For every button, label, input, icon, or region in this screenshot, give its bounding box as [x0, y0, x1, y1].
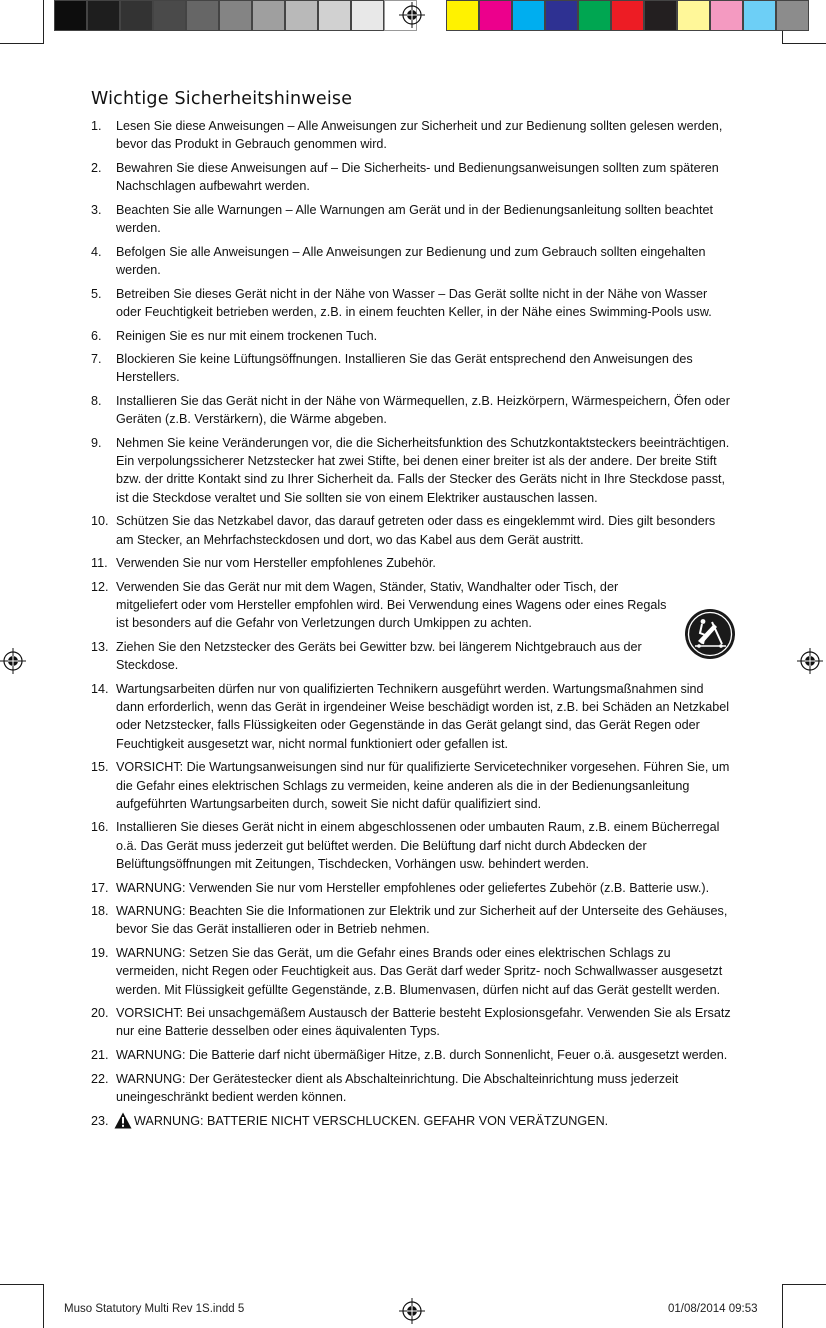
list-item-text: Nehmen Sie keine Veränderungen vor, die die Sicherheitsfunktion des Schutzkontaktsteckers beeinträchtigen. Ein verpolungssicherer Netzstecker hat zwei Stifte, bei denen einer breiter ist als der andere. Der breite Stift bzw. der dritte Kontakt sind zu Ihrer Sicherheit da. Falls der Stecker des Geräts nicht in Ihre Steckdose passt, ist die Steckdose veraltet und Sie sollten sie von einem Elektriker austauschen lassen.: [116, 436, 730, 505]
list-item: [91, 512, 733, 548]
list-item-text: Wartungsarbeiten dürfen nur von qualifizierten Technikern ausgeführt werden. Wartungsmaßnahmen sind dann erforderlich, wenn das Gerät in irgendeiner Weise beschädigt worden ist, z.B. bei Schäden an Netzkabel oder Netzstecker, falls Flüssigkeiten oder Gegenstände in das Gerät gelangt sind, das Gerät Regen oder Feuchtigkeit ausgesetzt war, nicht normal funktioniert oder gefallen ist.: [116, 681, 730, 751]
color-swatch: [479, 0, 512, 31]
list-item-number: 22.: [91, 1071, 109, 1086]
list-item: [91, 1046, 733, 1064]
list-item-number: 23.: [91, 1113, 109, 1128]
gray-swatch: [285, 0, 318, 31]
list-item-number: 1.: [91, 119, 102, 133]
list-item-number: 8.: [91, 394, 102, 409]
list-item: [91, 1004, 733, 1040]
list-item-text: Installieren Sie das Gerät nicht in der Nähe von Wärmequellen, z.B. Heizkörpern, Wärmespeichern, Öfen oder Geräten (z.B. Verstärkern), die Wärme abgeben.: [116, 394, 730, 427]
list-item-number: 18.: [91, 904, 109, 919]
list-item: [91, 434, 733, 507]
list-item-text: WARNUNG: BATTERIE NICHT VERSCHLUCKEN. GEFAHR VON VERÄTZUNGEN.: [134, 1113, 609, 1128]
gray-swatch: [153, 0, 186, 31]
warning-triangle-icon: [114, 1112, 132, 1129]
list-item-text: Betreiben Sie dieses Gerät nicht in der Nähe von Wasser – Das Gerät sollte nicht in der Nähe von Wasser oder Feuchtigkeit betrieben werden, z.B. in einem feuchten Keller, in der Nähe eines Swimming-Pools usw.: [116, 286, 712, 319]
crop-mark: [43, 0, 44, 44]
color-swatch: [512, 0, 545, 31]
list-item-text: VORSICHT: Bei unsachgemäßem Austausch der Batterie besteht Explosionsgefahr. Verwenden Sie als Ersatz nur eine Batterie desselben oder eines äquivalenten Typs.: [116, 1006, 731, 1039]
gray-swatch: [351, 0, 384, 31]
list-item-text: Verwenden Sie das Gerät nur mit dem Wagen, Ständer, Stativ, Wandhalter oder Tisch, der mitgeliefert oder vom Hersteller empfohlen wird. Bei Verwendung eines Wagens oder eines Regals ist besonders auf die Gefahr von Verletzungen durch Umkippen zu achten.: [116, 579, 667, 631]
safety-instructions-list: [91, 117, 733, 1135]
list-item-number: 12.: [91, 579, 109, 594]
list-item-number: 6.: [91, 328, 102, 343]
list-item: [91, 159, 733, 195]
list-item: [91, 818, 733, 873]
list-item-number: 13.: [91, 640, 109, 655]
list-item-text: Verwenden Sie nur vom Hersteller empfohlenes Zubehör.: [116, 556, 436, 571]
list-item: [91, 201, 733, 237]
color-swatch: [710, 0, 743, 31]
list-item-text: Installieren Sie dieses Gerät nicht in einem abgeschlossenen oder umbauten Raum, z.B. einem Bücherregal o.ä. Das Gerät muss jederzeit gut belüftet werden. Die Belüftung darf nicht durch Abdecken der Belüftungsöffnungen mit Zeitungen, Tischdecken, Vorhängen usw. behindert werden.: [116, 820, 720, 871]
list-item: [91, 680, 733, 753]
gray-swatch: [120, 0, 153, 31]
gray-swatch: [219, 0, 252, 31]
list-item: [91, 554, 733, 572]
list-item-text: WARNUNG: Verwenden Sie nur vom Hersteller empfohlenes oder geliefertes Zubehör (z.B. Batterie usw.).: [116, 880, 710, 895]
list-item-number: 20.: [91, 1006, 109, 1021]
list-item: [91, 1070, 733, 1106]
list-item: [91, 243, 733, 279]
list-item: [91, 944, 733, 999]
list-item-text: Bewahren Sie diese Anweisungen auf – Die Sicherheits- und Bedienungsanweisungen sollten zum späteren Nachschlagen aufbewahrt werden.: [116, 160, 719, 194]
list-item-number: 2.: [91, 160, 102, 175]
color-swatch: [446, 0, 479, 31]
list-item-number: 19.: [91, 946, 109, 961]
list-item: [91, 285, 733, 321]
list-item-number: 4.: [91, 244, 102, 259]
list-item-number: 16.: [91, 820, 109, 835]
crop-mark: [783, 43, 826, 44]
list-item-text: Schützen Sie das Netzkabel davor, das darauf getreten oder dass es eingeklemmt wird. Dies gilt besonders am Stecker, an Mehrfachsteckdosen und dort, wo das Kabel aus dem Gerät austritt.: [116, 514, 716, 547]
list-item: [91, 350, 733, 386]
list-item-text: VORSICHT: Die Wartungsanweisungen sind nur für qualifizierte Servicetechniker vorgesehen. Führen Sie, um die Gefahr eines elektrischen Schlags zu vermeiden, keine anderen als die in der Bedienungsanleitung aufgeführten Wartungsarbeiten durch, soweit Sie nicht dafür qualifiziert sind.: [116, 760, 730, 811]
gray-swatch: [54, 0, 87, 31]
list-item-number: 17.: [91, 880, 109, 895]
cart-tip-over-icon: [684, 608, 736, 660]
list-item-text: Reinigen Sie es nur mit einem trockenen Tuch.: [116, 328, 378, 343]
list-item-text: WARNUNG: Setzen Sie das Gerät, um die Gefahr eines Brands oder eines elektrischen Schlags zu vermeiden, nicht Regen oder Feuchtigkeit aus. Das Gerät darf weder Spritz- noch Schwallwasser ausgesetzt werden. Mit Flüssigkeit gefüllte Gegenstände, z.B. Blumenvasen, dürfen nicht auf das Gerät gestellt werden.: [116, 946, 723, 997]
registration-mark-icon: [797, 648, 823, 674]
crop-mark: [0, 43, 43, 44]
color-swatch: [545, 0, 578, 31]
color-swatch: [743, 0, 776, 31]
list-item: [91, 758, 733, 813]
page-title: Wichtige Sicherheitshinweise: [91, 89, 353, 109]
list-item: [91, 879, 733, 897]
list-item-number: 11.: [91, 556, 108, 571]
crop-mark: [783, 1284, 826, 1285]
list-item: [91, 902, 733, 938]
registration-mark-icon: [399, 2, 425, 28]
list-item-text: WARNUNG: Die Batterie darf nicht übermäßiger Hitze, z.B. durch Sonnenlicht, Feuer o.ä. ausgesetzt werden.: [116, 1048, 728, 1063]
footer-date-slug: 01/08/2014 09:53: [668, 1303, 758, 1315]
registration-mark-icon: [399, 1298, 425, 1324]
list-item-number: 10.: [91, 514, 109, 529]
gray-swatch: [318, 0, 351, 31]
list-item: [91, 117, 733, 153]
list-item-text: Ziehen Sie den Netzstecker des Geräts bei Gewitter bzw. bei längerem Nichtgebrauch aus der Steckdose.: [116, 640, 642, 673]
list-item: [91, 638, 733, 674]
list-item-text: WARNUNG: Der Gerätestecker dient als Abschalteinrichtung. Die Abschalteinrichtung muss jederzeit uneingeschränkt bedient werden können.: [116, 1071, 679, 1105]
list-item: [91, 578, 733, 633]
list-item: [91, 392, 733, 428]
list-item-number: 21.: [91, 1048, 109, 1063]
registration-mark-icon: [0, 648, 26, 674]
gray-swatch: [87, 0, 120, 31]
gray-swatch: [252, 0, 285, 31]
list-item-number: 5.: [91, 286, 102, 301]
color-swatch: [644, 0, 677, 31]
list-item: [91, 327, 733, 345]
color-swatch: [611, 0, 644, 31]
list-item-text: Beachten Sie alle Warnungen – Alle Warnungen am Gerät und in der Bedienungsanleitung sollten beachtet werden.: [116, 202, 713, 236]
gray-color-bar: [54, 0, 417, 31]
list-item-number: 3.: [91, 202, 102, 217]
color-swatch: [776, 0, 809, 31]
list-item-number: 14.: [91, 681, 109, 696]
list-item-text: Befolgen Sie alle Anweisungen – Alle Anweisungen zur Bedienung und zum Gebrauch sollten eingehalten werden.: [116, 244, 706, 277]
list-item: [91, 1112, 733, 1130]
list-item-text: WARNUNG: Beachten Sie die Informationen zur Elektrik und zur Sicherheit auf der Unterseite des Gehäuses, bevor Sie das Gerät installieren oder in Betrieb nehmen.: [116, 904, 728, 937]
list-item-number: 15.: [91, 760, 109, 775]
crop-mark: [782, 1284, 783, 1328]
list-item-number: 7.: [91, 352, 102, 367]
crop-mark: [0, 1284, 43, 1285]
gray-swatch: [186, 0, 219, 31]
color-swatch: [578, 0, 611, 31]
list-item-number: 9.: [91, 436, 102, 451]
footer-file-slug: Muso Statutory Multi Rev 1S.indd 5: [64, 1303, 245, 1315]
color-swatch: [677, 0, 710, 31]
color-bar: [446, 0, 809, 31]
list-item-text: Lesen Sie diese Anweisungen – Alle Anweisungen zur Sicherheit und zur Bedienung sollten gelesen werden, bevor das Produkt in Gebrauch genommen wird.: [116, 119, 723, 152]
list-item-text: Blockieren Sie keine Lüftungsöffnungen. Installieren Sie das Gerät entsprechend den Anweisungen des Herstellers.: [116, 352, 693, 385]
crop-mark: [43, 1284, 44, 1328]
